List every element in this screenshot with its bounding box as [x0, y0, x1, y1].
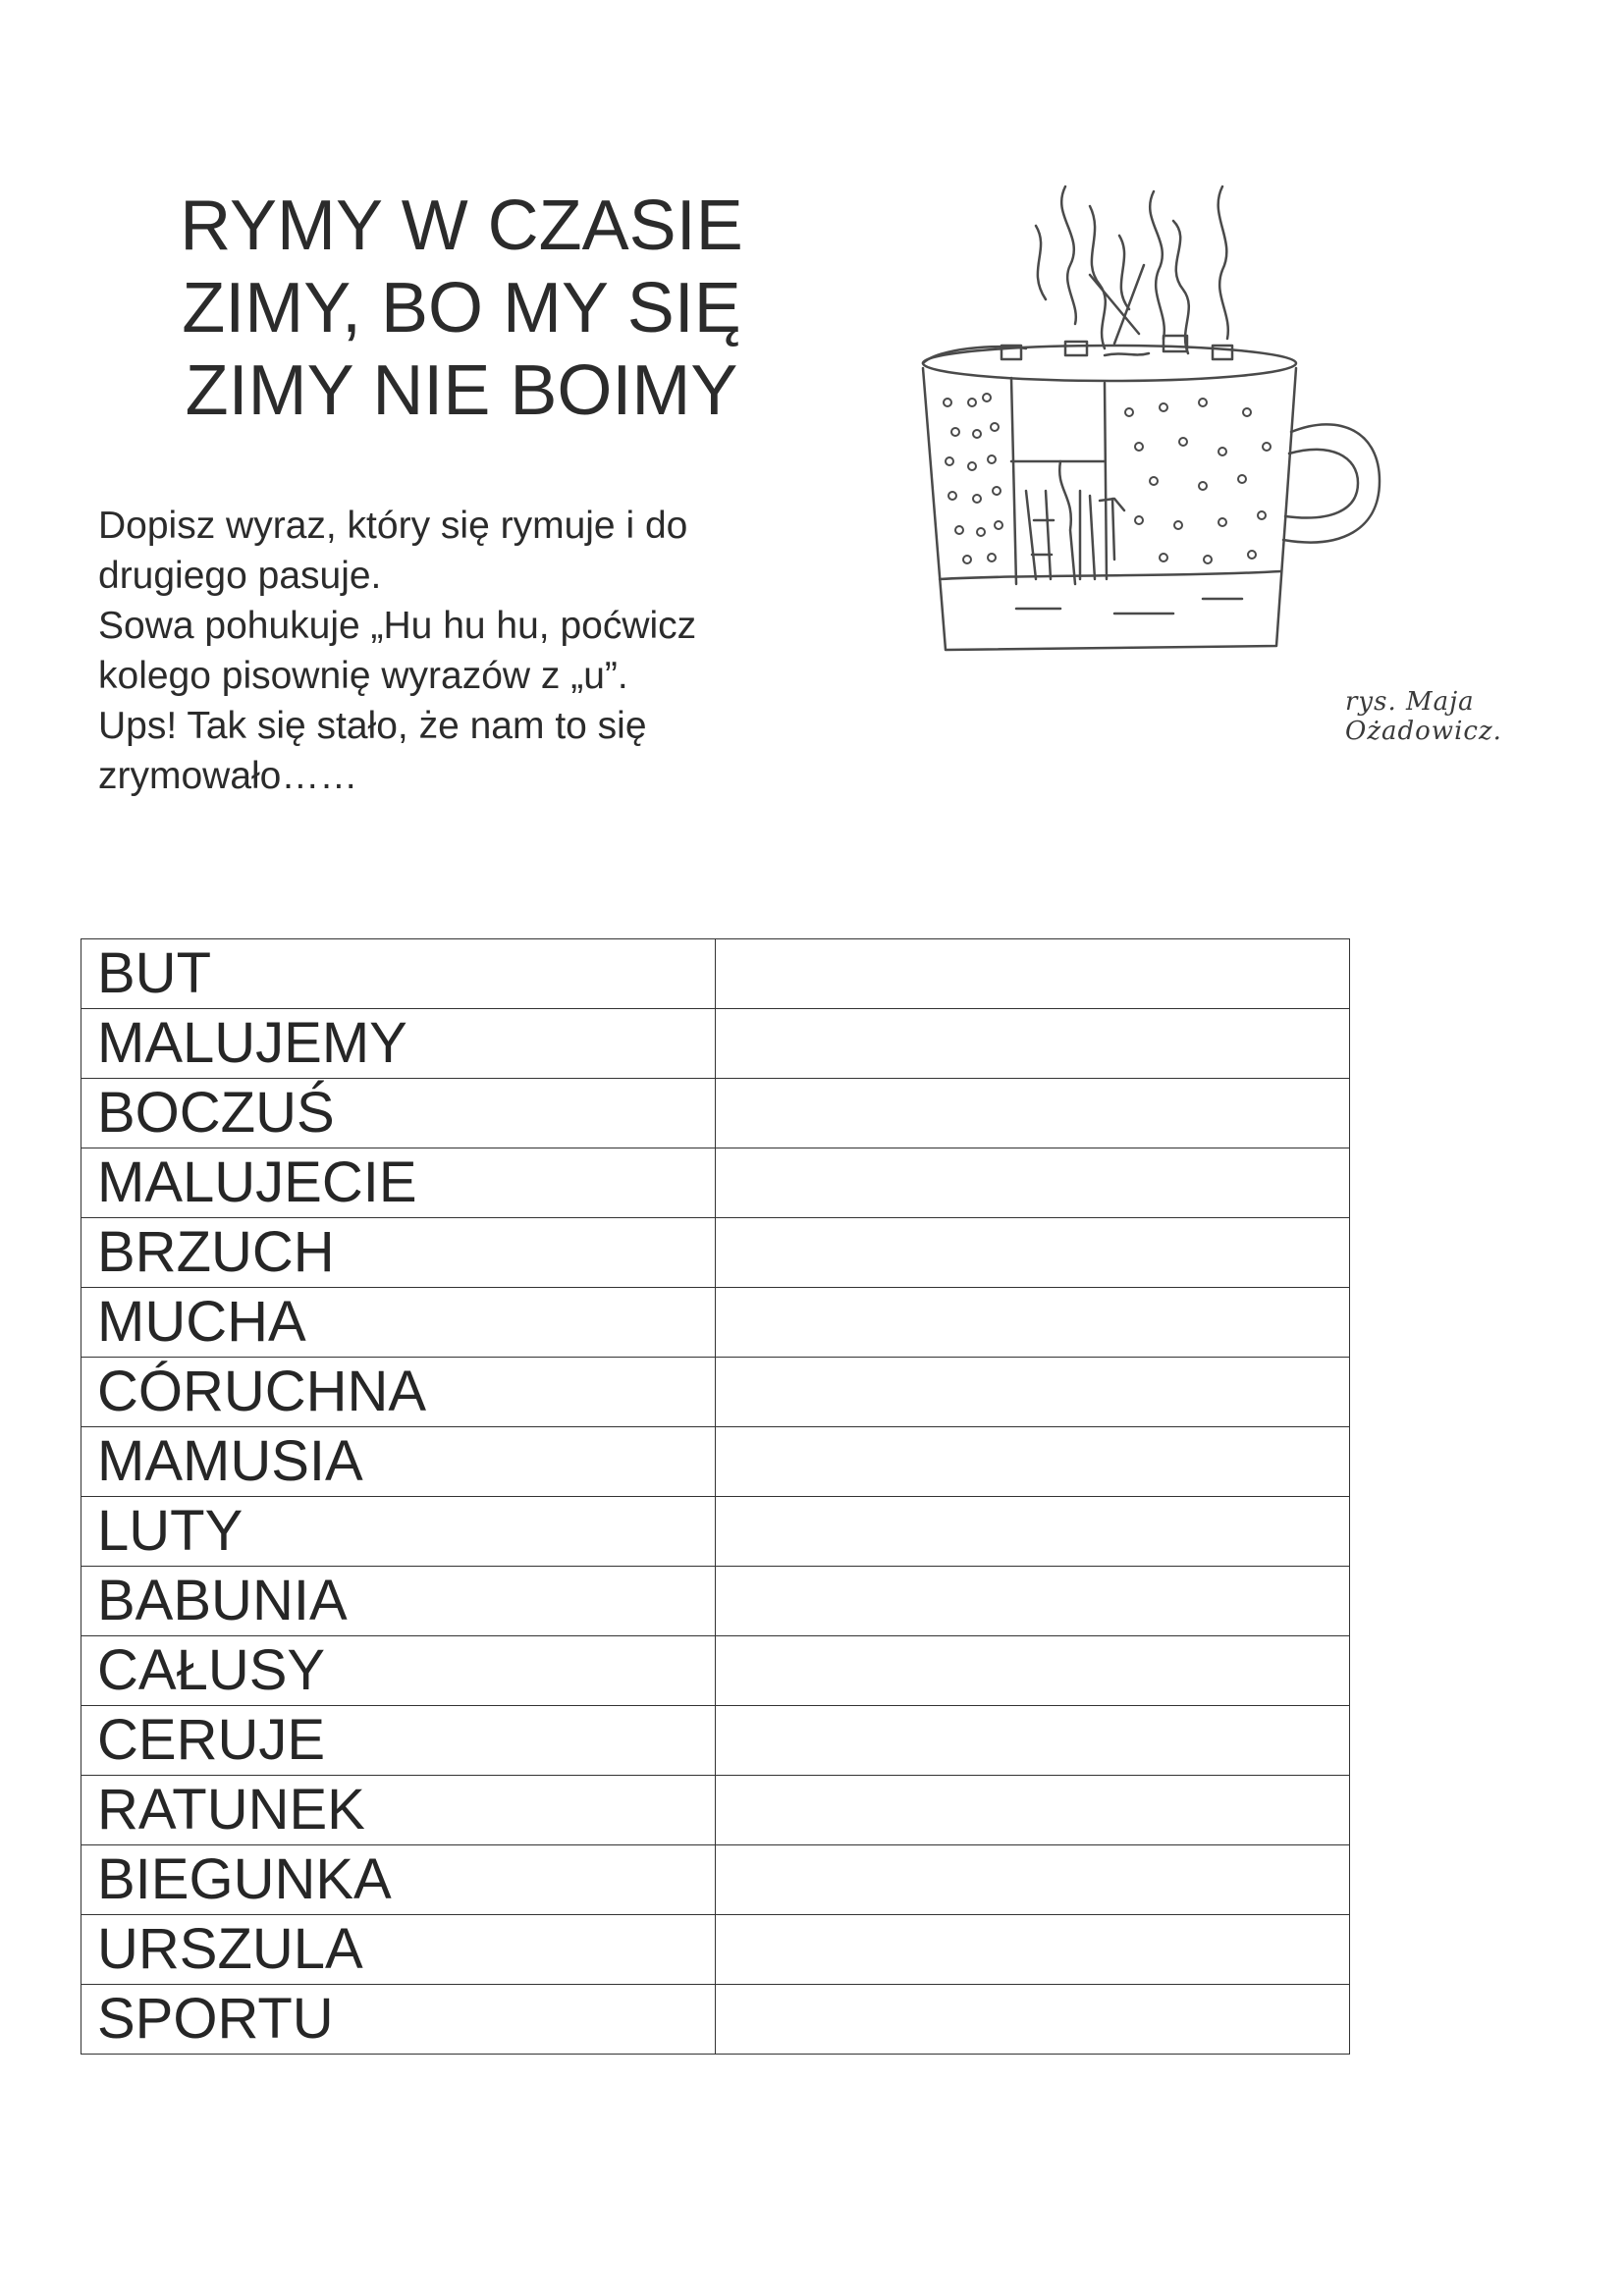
instruction-line: drugiego pasuje.: [98, 555, 382, 597]
answer-cell[interactable]: [716, 1218, 1350, 1288]
instruction-line: kolego pisownię wyrazów z „u”.: [98, 655, 628, 697]
table-row: [81, 1218, 1350, 1288]
table-row: [81, 1706, 1350, 1776]
table-row: [81, 1009, 1350, 1079]
word-cell: BOCZUŚ: [81, 1079, 716, 1148]
word-cell: MALUJEMY: [81, 1009, 716, 1079]
worksheet-title: [118, 185, 805, 432]
table-row: [81, 1427, 1350, 1497]
table-row: [81, 1636, 1350, 1706]
title-line: RYMY W CZASIE: [180, 187, 743, 265]
answer-cell[interactable]: [716, 1567, 1350, 1636]
answer-cell[interactable]: [716, 1985, 1350, 2055]
word-cell: SPORTU: [81, 1985, 716, 2055]
word-cell: CERUJE: [81, 1706, 716, 1776]
table-row: [81, 1776, 1350, 1845]
answer-cell[interactable]: [716, 939, 1350, 1009]
word-cell: LUTY: [81, 1497, 716, 1567]
answer-cell[interactable]: [716, 1915, 1350, 1985]
rhyme-table: [81, 938, 1350, 2055]
answer-cell[interactable]: [716, 1497, 1350, 1567]
word-cell: BUT: [81, 939, 716, 1009]
word-cell: BIEGUNKA: [81, 1845, 716, 1915]
table-row: [81, 1288, 1350, 1358]
hot-mug-drawing-icon: [879, 167, 1615, 923]
title-line: ZIMY, BO MY SIĘ: [182, 269, 741, 347]
word-cell: URSZULA: [81, 1915, 716, 1985]
instruction-line: Sowa pohukuje „Hu hu hu, poćwicz: [98, 605, 697, 647]
word-cell: BRZUCH: [81, 1218, 716, 1288]
word-cell: RATUNEK: [81, 1776, 716, 1845]
table-row: [81, 1358, 1350, 1427]
answer-cell[interactable]: [716, 1427, 1350, 1497]
word-cell: MALUJECIE: [81, 1148, 716, 1218]
title-line: ZIMY NIE BOIMY: [185, 351, 738, 430]
table-row: [81, 1985, 1350, 2055]
answer-cell[interactable]: [716, 1845, 1350, 1915]
table-row: [81, 1567, 1350, 1636]
answer-cell[interactable]: [716, 1776, 1350, 1845]
instruction-line: Ups! Tak się stało, że nam to się: [98, 705, 647, 747]
instruction-line: zrymowało……: [98, 755, 358, 797]
word-cell: MUCHA: [81, 1288, 716, 1358]
table-row: [81, 1915, 1350, 1985]
table-row: [81, 1845, 1350, 1915]
answer-cell[interactable]: [716, 1079, 1350, 1148]
answer-cell[interactable]: [716, 1358, 1350, 1427]
answer-cell[interactable]: [716, 1148, 1350, 1218]
answer-cell[interactable]: [716, 1009, 1350, 1079]
table-row: [81, 1148, 1350, 1218]
answer-cell[interactable]: [716, 1636, 1350, 1706]
table-row: [81, 1497, 1350, 1567]
word-cell: BABUNIA: [81, 1567, 716, 1636]
instruction-line: Dopisz wyraz, który się rymuje i do: [98, 505, 688, 547]
instructions: [98, 501, 844, 801]
illustration-signature: rys. Maja Ożadowicz.: [1345, 687, 1502, 746]
word-cell: CÓRUCHNA: [81, 1358, 716, 1427]
answer-cell[interactable]: [716, 1706, 1350, 1776]
answer-cell[interactable]: [716, 1288, 1350, 1358]
table-row: [81, 939, 1350, 1009]
word-cell: MAMUSIA: [81, 1427, 716, 1497]
table-row: [81, 1079, 1350, 1148]
word-cell: CAŁUSY: [81, 1636, 716, 1706]
